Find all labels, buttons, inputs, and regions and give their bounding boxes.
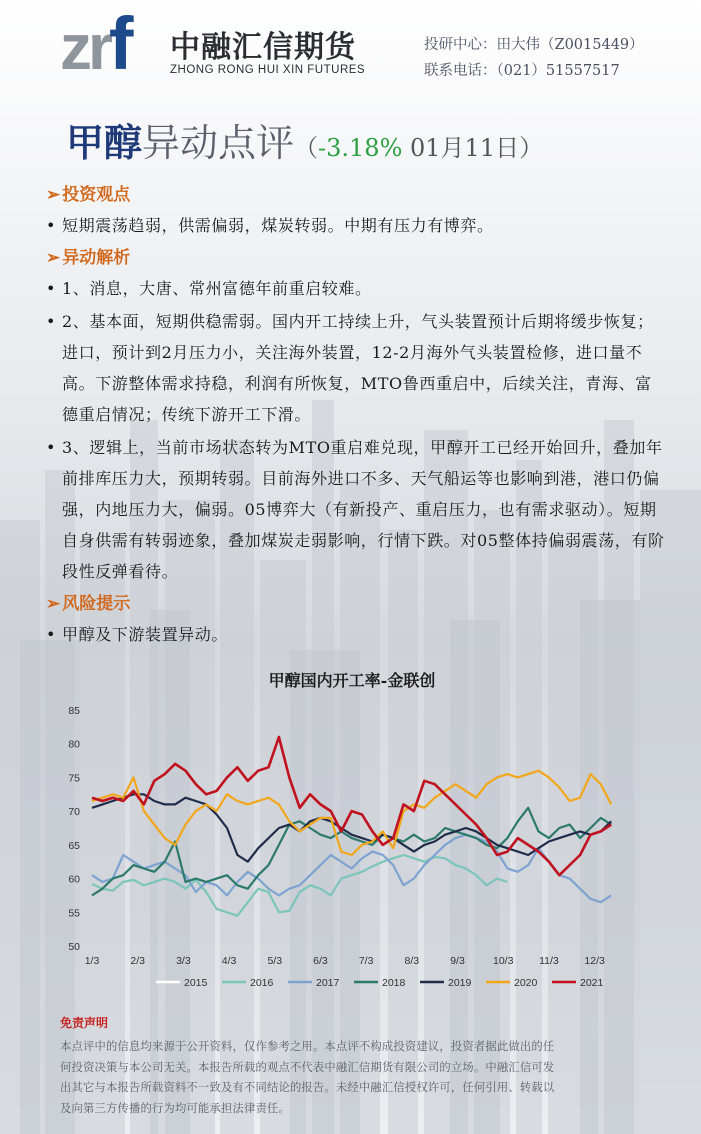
chart-title: 甲醇国内开工率-金联创 [268, 671, 436, 690]
y-tick-label: 65 [68, 839, 80, 852]
section-heading: ➢ 投资观点 [46, 185, 131, 205]
arrow-icon: ➢ [46, 248, 61, 268]
contact-info [424, 32, 644, 84]
legend-label: 2016 [250, 977, 274, 989]
legend-label: 2017 [316, 977, 340, 989]
title-paren: （ [294, 134, 319, 162]
section-heading: ➢ 异动解析 [46, 248, 131, 268]
x-tick-label: 1/3 [84, 955, 100, 967]
disclaimer-line: 出其它与本报告所载资料不一致及有不同结论的报告。未经中融汇信授权许可，任何引用、转载以 [60, 1081, 555, 1094]
y-tick-label: 75 [68, 772, 80, 785]
operating-rate-chart [52, 668, 652, 998]
legend-label: 2020 [514, 977, 538, 989]
y-tick-label: 55 [68, 907, 80, 920]
list-item: • 1、消息，大唐、常州富德年前重启较难。 [46, 273, 666, 304]
x-tick-label: 10/3 [493, 955, 514, 967]
x-tick-label: 5/3 [267, 955, 283, 967]
disclaimer-body [60, 1037, 650, 1119]
price-change: -3.18% [318, 134, 403, 162]
title-product: 甲醇 [66, 121, 143, 165]
bullet-icon: • [46, 625, 57, 644]
legend-label: 2018 [382, 977, 406, 989]
disclaimer-title: 免责声明 [60, 1016, 109, 1030]
company-logo [60, 2, 380, 85]
list-item: • 甲醇及下游装置异动。 [46, 619, 666, 650]
chart-canvas [52, 668, 652, 998]
section-analysis [46, 243, 666, 587]
disclaimer [60, 1014, 650, 1119]
bullet-icon: • [46, 279, 57, 298]
report-date: 01月11日） [402, 134, 544, 162]
report-content [46, 180, 666, 652]
x-tick-label: 11/3 [539, 955, 559, 967]
bullet-icon: • [46, 216, 57, 235]
x-tick-label: 12/3 [584, 955, 605, 967]
logo-mark [60, 2, 130, 85]
disclaimer-line: 本点评中的信息均来源于公开资料，仅作参考之用。本点评不构成投资建议，投资者据此做出的任 [60, 1040, 555, 1053]
y-tick-label: 50 [68, 941, 80, 953]
legend-label: 2021 [580, 977, 604, 989]
legend-label: 2019 [448, 977, 472, 989]
analyst-line: 投研中心：田大伟（Z0015449） [424, 37, 644, 53]
section-investment-view [46, 180, 666, 241]
x-tick-label: 9/3 [450, 955, 465, 967]
list-item: • 短期震荡趋弱，供需偏弱，煤炭转弱。中期有压力有博弈。 [46, 210, 666, 241]
y-tick-label: 70 [68, 806, 80, 819]
arrow-icon: ➢ [46, 185, 61, 205]
page-title [66, 112, 543, 167]
y-tick-label: 80 [68, 738, 80, 751]
logo-chinese-name: 中融汇信期货 [170, 30, 356, 65]
y-tick-label: 60 [68, 873, 80, 886]
logo-mark-f: f [108, 2, 130, 85]
series-line-2017 [92, 835, 611, 903]
arrow-icon: ➢ [46, 594, 61, 614]
x-tick-label: 6/3 [313, 955, 328, 967]
disclaimer-line: 何投资决策与本公司无关。本报告所载的观点不代表中融汇信期货有限公司的立场。中融汇信可发 [60, 1060, 555, 1074]
x-tick-label: 4/3 [221, 955, 237, 967]
bullet-icon: • [46, 438, 57, 457]
section-risk [46, 589, 666, 650]
title-report-type: 异动点评 [142, 121, 295, 165]
logo-english-name: ZHONG RONG HUI XIN FUTURES [170, 64, 366, 76]
y-tick-label: 85 [68, 705, 80, 717]
x-tick-label: 3/3 [176, 955, 191, 967]
x-tick-label: 7/3 [358, 955, 374, 967]
phone-line: 联系电话：（021）51557517 [424, 63, 620, 79]
list-item: • 2、基本面，短期供稳需弱。国内开工持续上升，气头装置预计后期将缓步恢复；进口，预计到2月压力小，关注海外装置，12-2月海外气头装置检修，进口量不高。下游整体需求持稳，利润有所恢复，MTO鲁西重启中，后续关注，青海、富德重启情况；传统下游开工下滑。 [46, 306, 666, 430]
disclaimer-line: 及向第三方传播的行为均可能承担法律责任。 [60, 1101, 290, 1115]
x-tick-label: 2/3 [130, 955, 145, 967]
bullet-icon: • [46, 312, 57, 331]
x-tick-label: 8/3 [404, 955, 420, 967]
legend-label: 2015 [184, 977, 208, 989]
logo-mark-zr: zr [60, 11, 109, 83]
section-heading: ➢ 风险提示 [46, 594, 131, 614]
list-item: • 3、逻辑上，当前市场状态转为MTO重启难兑现，甲醇开工已经开始回升，叠加年前排库压力大，预期转弱。目前海外进口不多、天气船运等也影响到港，港口仍偏强，内地压力大，偏弱。05博弈大（有新投产、重启压力，也有需求驱动）。短期自身供需有转弱迹象，叠加煤炭走弱影响，行情下跌。对05整体持偏弱震荡，有阶段性反弹看待。 [46, 432, 666, 587]
title-subtitle [294, 134, 543, 162]
